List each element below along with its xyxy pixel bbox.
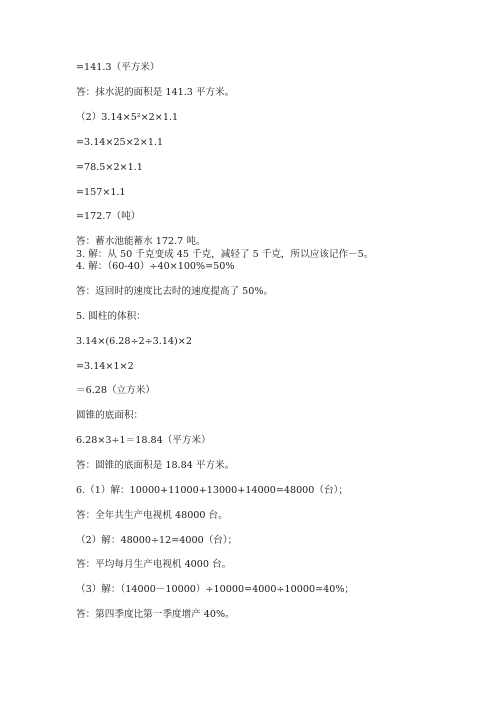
text-line: 4. 解：（60-40）÷40×100%=50% (76, 261, 235, 272)
text-line: 答：抹水泥的面积是 141.3 平方米。 (76, 87, 235, 98)
text-line: =172.7（吨） (76, 211, 141, 222)
text-line: 答：圆锥的底面积是 18.84 平方米。 (76, 460, 235, 471)
text-line: 圆锥的底面积： (76, 410, 144, 421)
text-line: =78.5×2×1.1 (76, 162, 143, 173)
text-line: （2）解：48000÷12=4000（台）； (76, 535, 238, 546)
text-line: 3.14×(6.28÷2÷3.14)×2 (76, 336, 192, 347)
text-line: 6.28×3÷1＝18.84（平方米） (76, 435, 211, 446)
text-line: 答：平均每月生产电视机 4000 台。 (76, 559, 232, 570)
text-line: =157×1.1 (76, 187, 126, 198)
text-line: 答：第四季度比第一季度增产 40%。 (76, 609, 235, 620)
text-line: （3）解：（14000－10000）÷10000=4000÷10000=40%； (76, 584, 355, 595)
text-line: 6.（1）解：10000+11000+13000+14000=48000（台）； (76, 485, 348, 496)
text-line: 3. 解：从 50 千克变成 45 千克，减轻了 5 千克，所以应该记作－5。 (76, 249, 374, 260)
text-line: 答：全年共生产电视机 48000 台。 (76, 510, 228, 521)
text-line: =3.14×25×2×1.1 (76, 137, 164, 148)
text-line: =141.3（平方米） (76, 62, 160, 73)
text-line: 答：返回时的速度比去时的速度提高了 50%。 (76, 286, 274, 297)
text-line: （2）3.14×5²×2×1.1 (76, 112, 179, 123)
text-line: 答：蓄水池能蓄水 172.7 吨。 (76, 236, 206, 247)
text-line: ＝6.28（立方米） (76, 385, 155, 396)
text-line: =3.14×1×2 (76, 361, 134, 372)
text-line: 5. 圆柱的体积： (76, 311, 146, 322)
